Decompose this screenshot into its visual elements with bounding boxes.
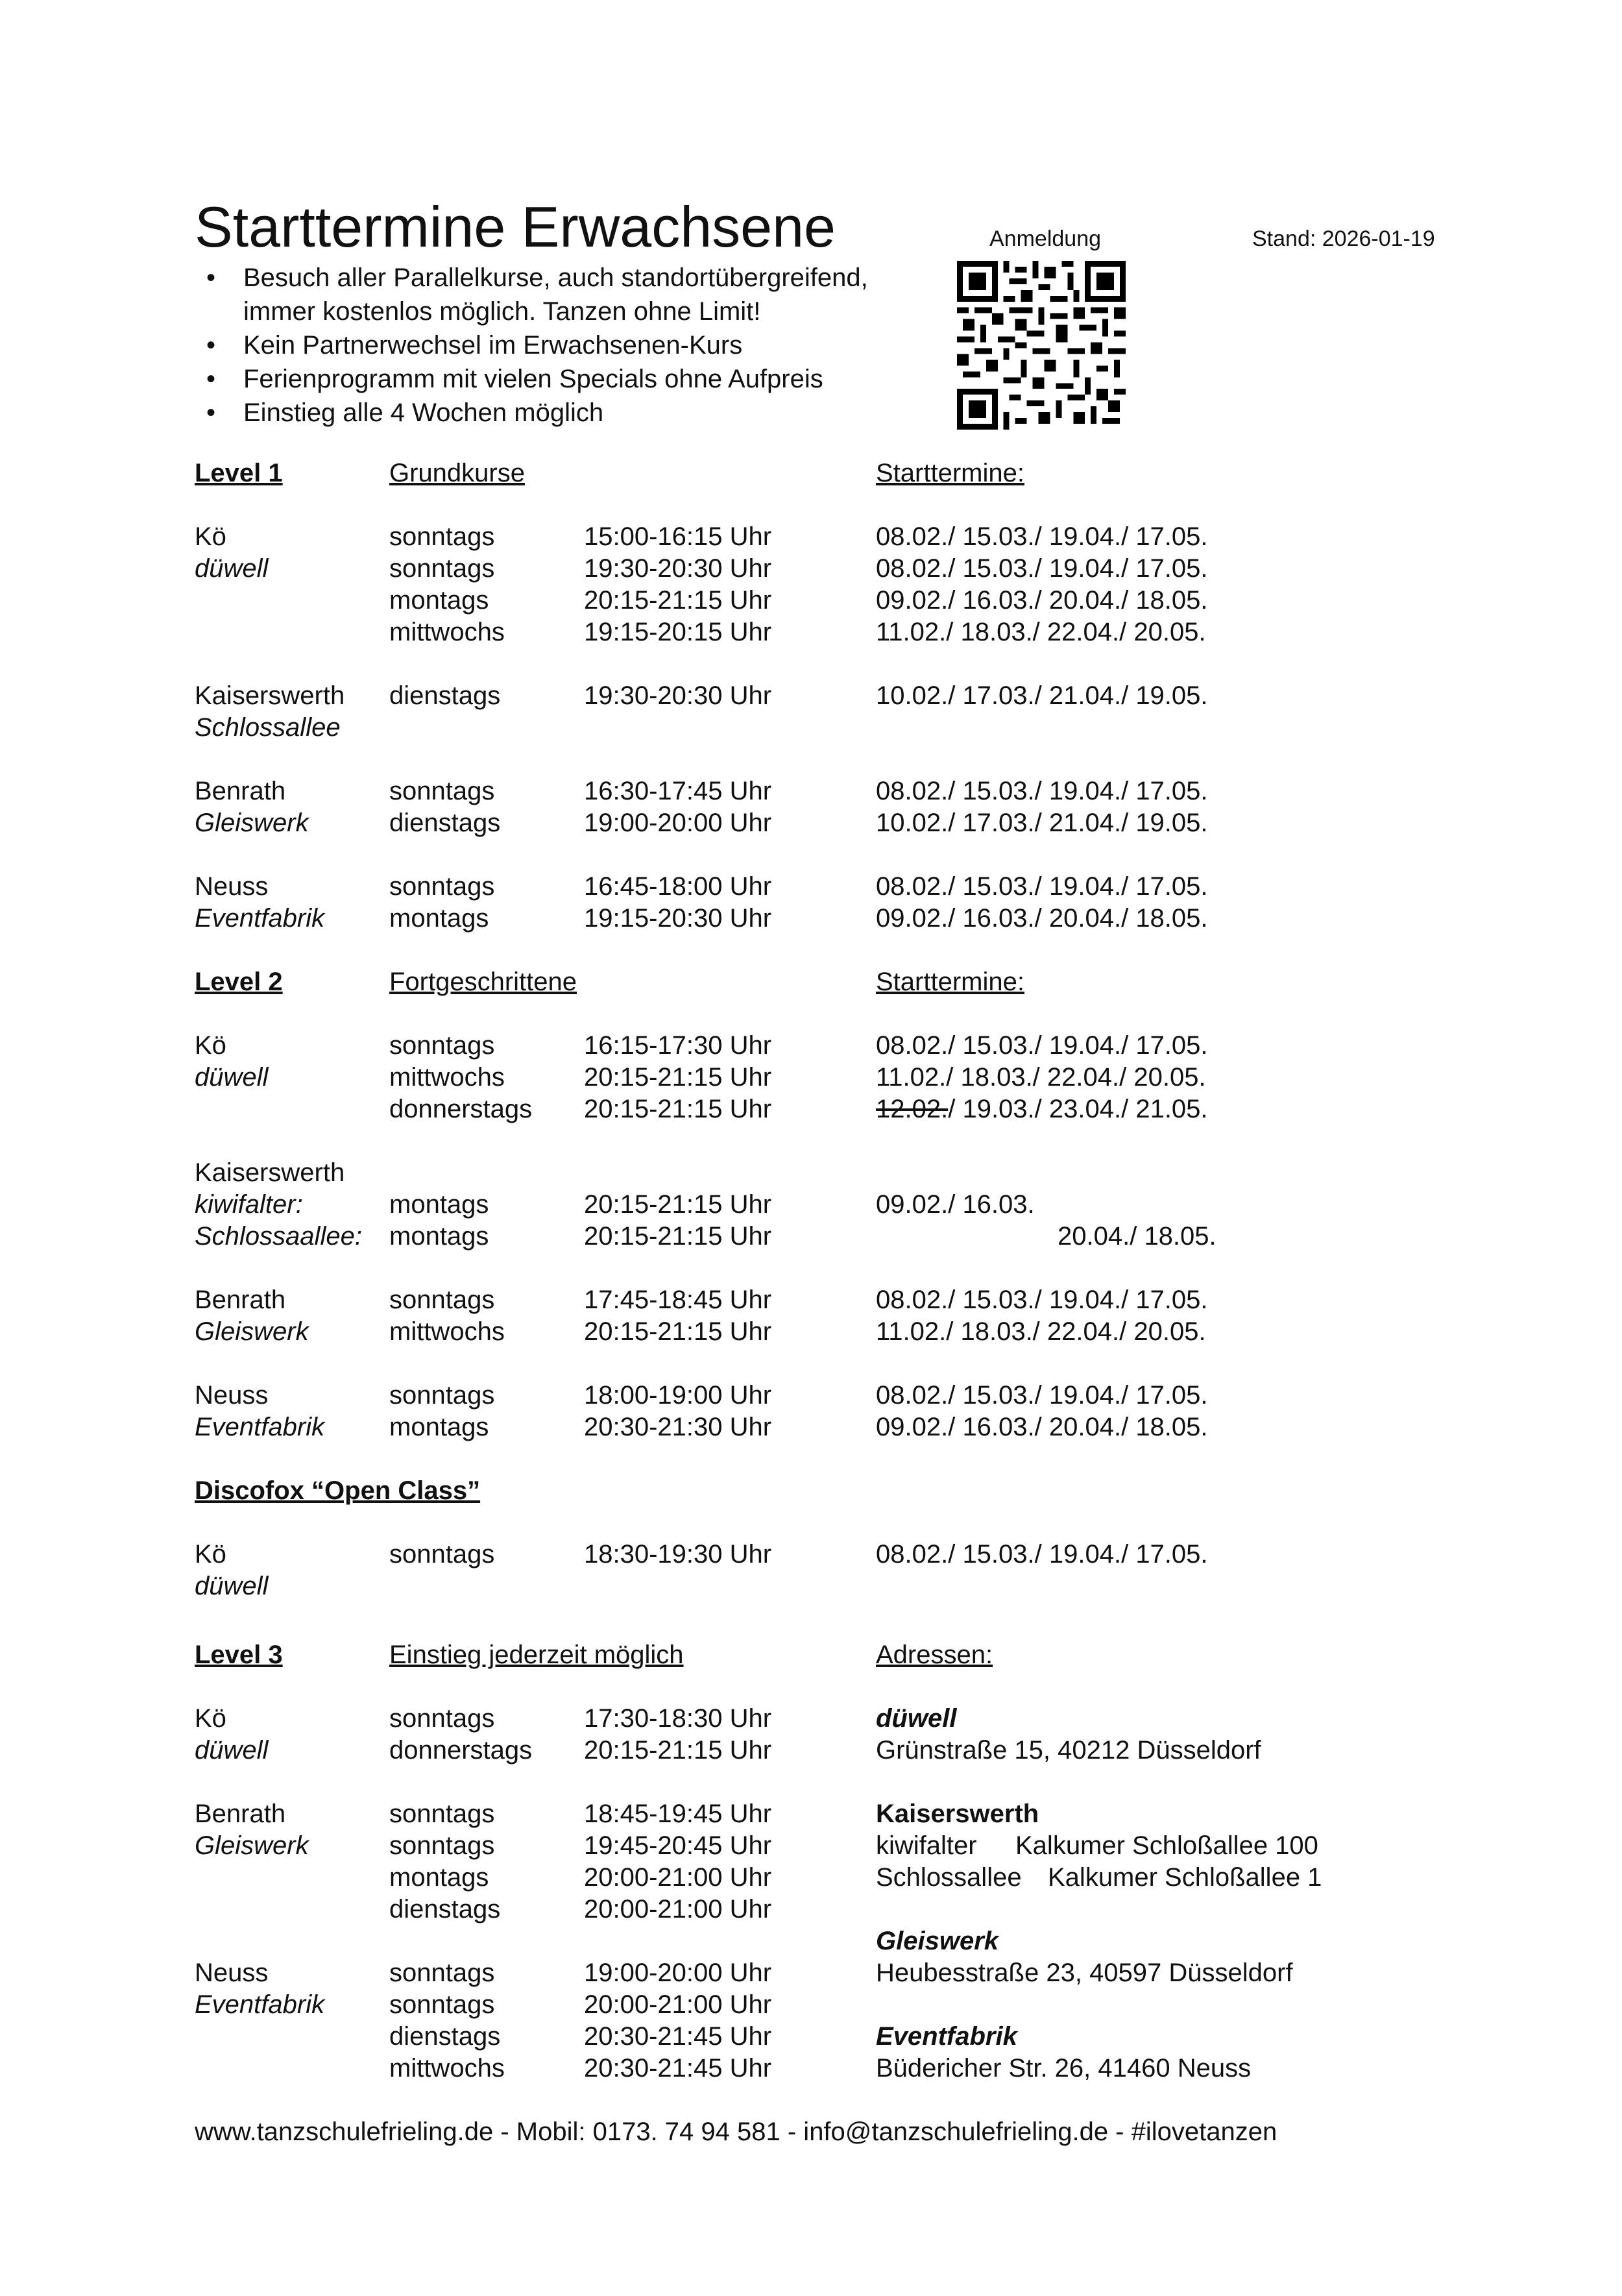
date-stamp: Stand: 2026-01-19 <box>1252 226 1435 251</box>
table-row: mittwochs 20:30-21:45 Uhr Büdericher Str. 26, 41460 Neuss <box>389 2054 1252 2082</box>
address-name: Kaiserswerth <box>876 1800 1039 1828</box>
table-row: Benrath sonntags 16:30-17:45 Uhr 08.02./ 15.03./ 19.04./ 17.05. <box>195 777 1208 805</box>
table-row: Kö sonntags 15:00-16:15 Uhr 08.02./ 15.03./ 19.04./ 17.05. <box>195 522 1208 551</box>
table-row: Schlossallee <box>195 713 341 742</box>
table-row: Kaiserswerth <box>195 1158 345 1187</box>
table-row: dienstags 20:00-21:00 Uhr <box>389 1895 772 1924</box>
level3-subtitle: Einstieg jederzeit möglich <box>389 1641 684 1669</box>
table-row: Gleiswerk sonntags 19:45-20:45 Uhr kiwifalter Kalkumer Schloßallee 100 <box>195 1831 1318 1860</box>
level1-subtitle: Grundkurse <box>389 459 525 487</box>
level1-heading <box>0 458 1622 489</box>
table-row: donnerstags 20:15-21:15 Uhr 12.02./ 19.03./ 23.04./ 21.05. <box>389 1095 1208 1123</box>
level2-dates-heading: Starttermine: <box>876 968 1024 996</box>
level2-heading <box>0 966 1622 997</box>
table-row: Kö sonntags 17:30-18:30 Uhr düwell <box>195 1704 957 1733</box>
table-row: dienstags 20:30-21:45 Uhr Eventfabrik <box>389 2022 1017 2051</box>
cancelled-date: 12.02. <box>876 1095 949 1123</box>
table-row: düwell donnerstags 20:15-21:15 Uhr Grünstraße 15, 40212 Düsseldorf <box>195 1736 1261 1765</box>
level3-heading <box>0 1639 1622 1670</box>
table-row: Gleiswerk mittwochs 20:15-21:15 Uhr 11.02./ 18.03./ 22.04./ 20.05. <box>195 1317 1206 1346</box>
table-row: montags 20:15-21:15 Uhr 09.02./ 16.03./ 20.04./ 18.05. <box>389 586 1208 615</box>
table-row: Schlossaallee: montags 20:15-21:15 Uhr 20.04./ 18.05. <box>195 1222 1216 1251</box>
table-row: Neuss sonntags 16:45-18:00 Uhr 08.02./ 15.03./ 19.04./ 17.05. <box>195 872 1208 901</box>
table-row: düwell <box>195 1572 269 1600</box>
table-row: Kaiserswerth dienstags 19:30-20:30 Uhr 10.02./ 17.03./ 21.04./ 19.05. <box>195 681 1208 710</box>
address-line: Kalkumer Schloßallee 1 <box>1048 1863 1322 1892</box>
table-row: Benrath sonntags 18:45-19:45 Uhr Kaiserswerth <box>195 1800 1039 1828</box>
table-row: Eventfabrik montags 19:15-20:30 Uhr 09.02./ 16.03./ 20.04./ 18.05. <box>195 904 1208 933</box>
table-row <box>0 1925 1622 1957</box>
level1-label: Level 1 <box>195 459 283 487</box>
table-row: düwell mittwochs 20:15-21:15 Uhr 11.02./ 18.03./ 22.04./ 20.05. <box>195 1063 1206 1092</box>
table-row: düwell sonntags 19:30-20:30 Uhr 08.02./ 15.03./ 19.04./ 17.05. <box>195 554 1208 583</box>
table-row: montags 20:00-21:00 Uhr Schlossallee Kalkumer Schloßallee 1 <box>389 1863 1322 1892</box>
table-row: Gleiswerk dienstags 19:00-20:00 Uhr 10.02./ 17.03./ 21.04./ 19.05. <box>195 809 1208 837</box>
table-row: Eventfabrik sonntags 20:00-21:00 Uhr <box>195 1990 772 2019</box>
address-line: Büdericher Str. 26, 41460 Neuss <box>876 2054 1252 2082</box>
address-line: Kalkumer Schloßallee 100 <box>1015 1831 1318 1860</box>
address-name: düwell <box>876 1704 957 1733</box>
table-row: Eventfabrik montags 20:30-21:30 Uhr 09.02./ 16.03./ 20.04./ 18.05. <box>195 1413 1208 1441</box>
table-row: mittwochs 19:15-20:15 Uhr 11.02./ 18.03./ 22.04./ 20.05. <box>389 618 1206 646</box>
address-name: Eventfabrik <box>876 2022 1017 2051</box>
address-heading: Adressen: <box>876 1641 993 1669</box>
address-line: Grünstraße 15, 40212 Düsseldorf <box>876 1736 1261 1765</box>
level1-dates-heading: Starttermine: <box>876 459 1024 487</box>
level3-label: Level 3 <box>195 1641 283 1669</box>
table-row: Kö sonntags 16:15-17:30 Uhr 08.02./ 15.03./ 19.04./ 17.05. <box>195 1031 1208 1060</box>
table-row: kiwifalter: montags 20:15-21:15 Uhr 09.02./ 16.03. <box>195 1190 1035 1219</box>
table-row: Neuss sonntags 18:00-19:00 Uhr 08.02./ 15.03./ 19.04./ 17.05. <box>195 1381 1208 1410</box>
address-name: Gleiswerk <box>876 1927 999 1955</box>
address-name: kiwifalter <box>876 1831 977 1860</box>
table-row: Kö sonntags 18:30-19:30 Uhr 08.02./ 15.03./ 19.04./ 17.05. <box>195 1540 1208 1569</box>
discofox-label: Discofox “Open Class” <box>195 1476 481 1505</box>
qr-code-icon[interactable] <box>957 261 1126 430</box>
level2-subtitle: Fortgeschrittene <box>389 968 577 996</box>
address-name: Schlossallee <box>876 1863 1022 1892</box>
address-line: Heubesstraße 23, 40597 Düsseldorf <box>876 1959 1293 1987</box>
table-row: Benrath sonntags 17:45-18:45 Uhr 08.02./ 15.03./ 19.04./ 17.05. <box>195 1286 1208 1314</box>
footer-contact[interactable]: www.tanzschulefrieling.de - Mobil: 0173. 74 94 581 - info@tanzschulefrieling.de - #ilovetanzen <box>195 2118 1277 2146</box>
page-title: Starttermine Erwachsene <box>195 195 836 259</box>
registration-label: Anmeldung <box>989 226 1102 251</box>
table-row: Neuss sonntags 19:00-20:00 Uhr Heubesstraße 23, 40597 Düsseldorf <box>195 1959 1293 1987</box>
level2-label: Level 2 <box>195 968 283 996</box>
discofox-heading <box>0 1475 1622 1506</box>
